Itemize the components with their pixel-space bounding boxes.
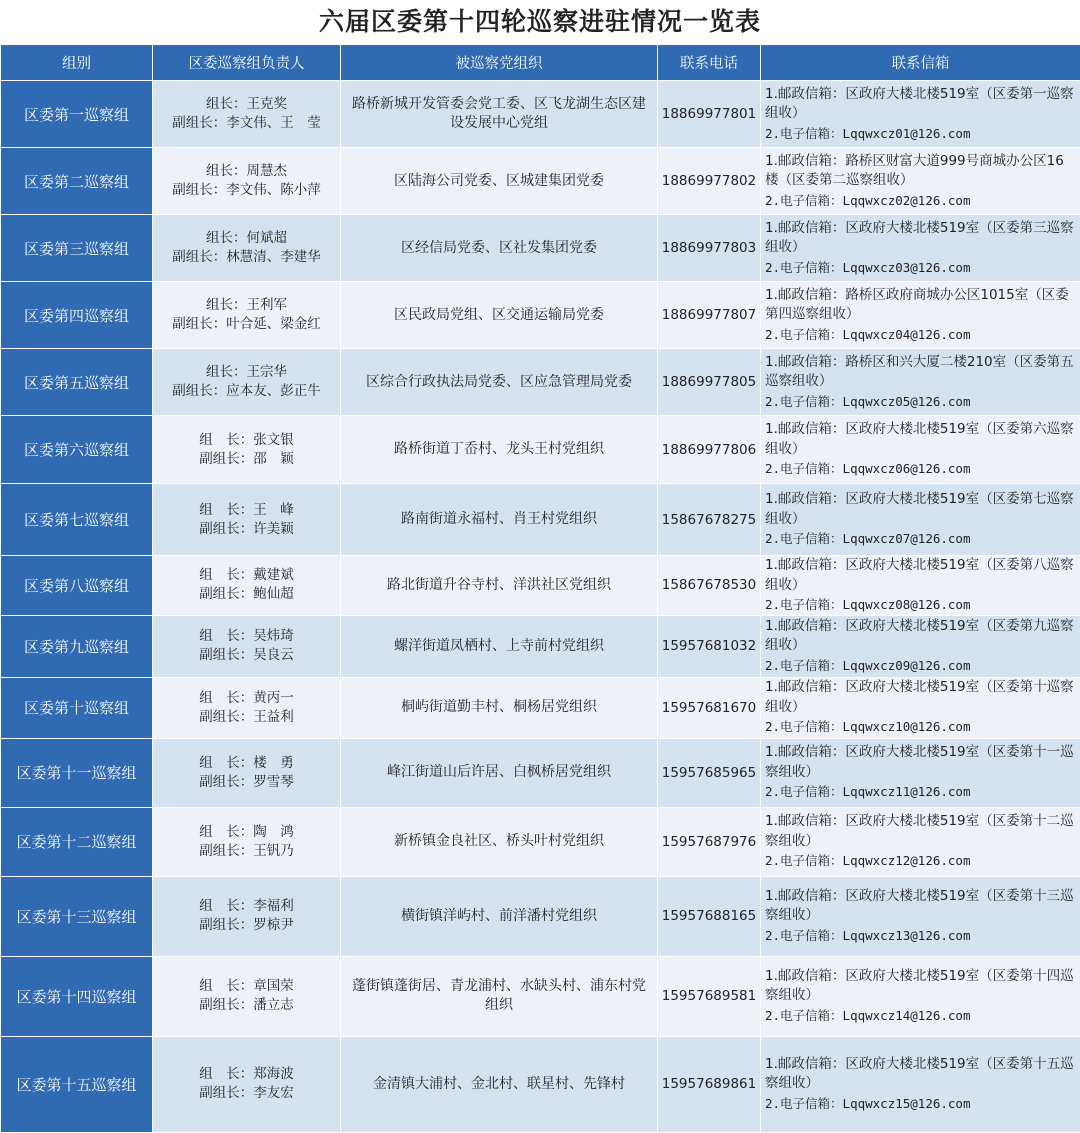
table-row (1, 807, 1080, 876)
header-org: 被巡察党组织 (341, 45, 658, 81)
email-address: 2.电子信箱：Lqqwxcz09@126.com (765, 656, 1076, 676)
mailbox-cell (761, 615, 1080, 677)
group-name-cell: 区委第六巡察组 (1, 416, 153, 484)
email-address: 2.电子信箱：Lqqwxcz13@126.com (765, 926, 1076, 946)
postal-mailbox: 1.邮政信箱：区政府大楼北楼519室（区委第八巡察组收） (765, 556, 1076, 595)
header-phone: 联系电话 (658, 45, 761, 81)
email-address: 2.电子信箱：Lqqwxcz10@126.com (765, 717, 1076, 737)
leader-cell (153, 484, 341, 556)
inspected-org-cell: 区民政局党组、区交通运输局党委 (341, 282, 658, 349)
group-name-cell: 区委第八巡察组 (1, 556, 153, 616)
table-row (1, 484, 1080, 556)
postal-mailbox: 1.邮政信箱：区政府大楼北楼519室（区委第十三巡察组收） (765, 887, 1076, 926)
postal-mailbox: 1.邮政信箱：区政府大楼北楼519室（区委第一巡察组收） (765, 85, 1076, 124)
inspected-org-cell: 蓬街镇蓬街居、青龙浦村、水缺头村、浦东村党组织 (341, 956, 658, 1036)
group-leader: 组长：周慧杰 (153, 162, 340, 181)
mailbox-cell (761, 738, 1080, 807)
postal-mailbox: 1.邮政信箱：区政府大楼北楼519室（区委第九巡察组收） (765, 617, 1076, 656)
group-leader: 组 长：章国荣 (153, 977, 340, 996)
postal-mailbox: 1.邮政信箱：路桥区财富大道999号商城办公区16楼（区委第二巡察组收） (765, 152, 1076, 191)
group-leader: 组 长：郑海波 (153, 1065, 340, 1084)
leader-cell (153, 148, 341, 215)
postal-mailbox: 1.邮政信箱：区政府大楼北楼519室（区委第十二巡察组收） (765, 812, 1076, 851)
mailbox-cell (761, 1036, 1080, 1132)
group-leader: 组 长：李福利 (153, 897, 340, 916)
email-address: 2.电子信箱：Lqqwxcz14@126.com (765, 1006, 1076, 1026)
phone-cell: 15957689581 (658, 956, 761, 1036)
mailbox-cell (761, 416, 1080, 484)
inspected-org-cell: 区综合行政执法局党委、区应急管理局党委 (341, 349, 658, 416)
deputy-leader: 副组长：王钒乃 (153, 842, 340, 861)
email-address: 2.电子信箱：Lqqwxcz03@126.com (765, 258, 1076, 278)
postal-mailbox: 1.邮政信箱：区政府大楼北楼519室（区委第十四巡察组收） (765, 967, 1076, 1006)
postal-mailbox: 1.邮政信箱：区政府大楼北楼519室（区委第七巡察组收） (765, 490, 1076, 529)
leader-cell (153, 956, 341, 1036)
phone-cell: 18869977801 (658, 81, 761, 148)
table-body (1, 81, 1080, 1133)
deputy-leader: 副组长：潘立志 (153, 996, 340, 1015)
deputy-leader: 副组长：罗雪琴 (153, 773, 340, 792)
inspection-table (0, 44, 1080, 1133)
deputy-leader: 副组长：许美颖 (153, 520, 340, 539)
group-leader: 组 长：吴炜琦 (153, 627, 340, 646)
group-name-cell: 区委第九巡察组 (1, 615, 153, 677)
table-row (1, 738, 1080, 807)
inspected-org-cell: 区陆海公司党委、区城建集团党委 (341, 148, 658, 215)
deputy-leader: 副组长：应本友、彭正牛 (153, 382, 340, 401)
group-name-cell: 区委第十三巡察组 (1, 876, 153, 956)
mailbox-cell (761, 81, 1080, 148)
email-address: 2.电子信箱：Lqqwxcz11@126.com (765, 782, 1076, 802)
deputy-leader: 副组长：鲍仙超 (153, 585, 340, 604)
mailbox-cell (761, 807, 1080, 876)
group-name-cell: 区委第十四巡察组 (1, 956, 153, 1036)
deputy-leader: 副组长：李友宏 (153, 1084, 340, 1103)
leader-cell (153, 349, 341, 416)
table-row (1, 876, 1080, 956)
table-row (1, 148, 1080, 215)
group-leader: 组长：王利军 (153, 296, 340, 315)
leader-cell (153, 738, 341, 807)
table-row (1, 282, 1080, 349)
group-name-cell: 区委第十巡察组 (1, 677, 153, 738)
leader-cell (153, 81, 341, 148)
postal-mailbox: 1.邮政信箱：路桥区政府商城办公区1015室（区委第四巡察组收） (765, 286, 1076, 325)
leader-cell (153, 876, 341, 956)
email-address: 2.电子信箱：Lqqwxcz08@126.com (765, 595, 1076, 615)
inspected-org-cell: 区经信局党委、区社发集团党委 (341, 215, 658, 282)
leader-cell (153, 556, 341, 616)
mailbox-cell (761, 349, 1080, 416)
mailbox-cell (761, 282, 1080, 349)
group-name-cell: 区委第五巡察组 (1, 349, 153, 416)
email-address: 2.电子信箱：Lqqwxcz02@126.com (765, 191, 1076, 211)
email-address: 2.电子信箱：Lqqwxcz15@126.com (765, 1094, 1076, 1114)
mailbox-cell (761, 484, 1080, 556)
deputy-leader: 副组长：李文伟、陈小萍 (153, 181, 340, 200)
inspected-org-cell: 路桥街道丁岙村、龙头王村党组织 (341, 416, 658, 484)
group-name-cell: 区委第十一巡察组 (1, 738, 153, 807)
phone-cell: 18869977803 (658, 215, 761, 282)
page-title: 六届区委第十四轮巡察进驻情况一览表 (0, 0, 1080, 44)
leader-cell (153, 615, 341, 677)
phone-cell: 15957687976 (658, 807, 761, 876)
group-name-cell: 区委第四巡察组 (1, 282, 153, 349)
group-leader: 组 长：黄丙一 (153, 689, 340, 708)
phone-cell: 15957681032 (658, 615, 761, 677)
table-row (1, 1036, 1080, 1132)
email-address: 2.电子信箱：Lqqwxcz04@126.com (765, 325, 1076, 345)
group-leader: 组长：王克奖 (153, 95, 340, 114)
mailbox-cell (761, 148, 1080, 215)
group-name-cell: 区委第七巡察组 (1, 484, 153, 556)
group-leader: 组 长：楼 勇 (153, 754, 340, 773)
email-address: 2.电子信箱：Lqqwxcz12@126.com (765, 851, 1076, 871)
deputy-leader: 副组长：王益利 (153, 708, 340, 727)
inspected-org-cell: 新桥镇金良社区、桥头叶村党组织 (341, 807, 658, 876)
leader-cell (153, 215, 341, 282)
inspected-org-cell: 峰江街道山后许居、白枫桥居党组织 (341, 738, 658, 807)
group-leader: 组长：王宗华 (153, 363, 340, 382)
phone-cell: 18869977806 (658, 416, 761, 484)
table-row (1, 615, 1080, 677)
header-leader: 区委巡察组负责人 (153, 45, 341, 81)
group-leader: 组 长：王 峰 (153, 501, 340, 520)
phone-cell: 18869977802 (658, 148, 761, 215)
postal-mailbox: 1.邮政信箱：区政府大楼北楼519室（区委第十五巡察组收） (765, 1055, 1076, 1094)
deputy-leader: 副组长：邵 颖 (153, 450, 340, 469)
deputy-leader: 副组长：罗椋尹 (153, 916, 340, 935)
inspected-org-cell: 桐屿街道勤丰村、桐杨居党组织 (341, 677, 658, 738)
inspected-org-cell: 螺洋街道凤栖村、上寺前村党组织 (341, 615, 658, 677)
group-leader: 组 长：张文银 (153, 431, 340, 450)
group-name-cell: 区委第三巡察组 (1, 215, 153, 282)
header-mailbox: 联系信箱 (761, 45, 1080, 81)
leader-cell (153, 807, 341, 876)
table-row (1, 81, 1080, 148)
postal-mailbox: 1.邮政信箱：区政府大楼北楼519室（区委第十一巡察组收） (765, 743, 1076, 782)
leader-cell (153, 677, 341, 738)
leader-cell (153, 416, 341, 484)
group-name-cell: 区委第二巡察组 (1, 148, 153, 215)
email-address: 2.电子信箱：Lqqwxcz07@126.com (765, 529, 1076, 549)
inspected-org-cell: 路北街道升谷寺村、洋洪社区党组织 (341, 556, 658, 616)
inspected-org-cell: 路桥新城开发管委会党工委、区飞龙湖生态区建设发展中心党组 (341, 81, 658, 148)
email-address: 2.电子信箱：Lqqwxcz06@126.com (765, 459, 1076, 479)
deputy-leader: 副组长：李文伟、王 莹 (153, 114, 340, 133)
phone-cell: 18869977805 (658, 349, 761, 416)
mailbox-cell (761, 556, 1080, 616)
phone-cell: 15957689861 (658, 1036, 761, 1132)
postal-mailbox: 1.邮政信箱：区政府大楼北楼519室（区委第六巡察组收） (765, 420, 1076, 459)
phone-cell: 15867678530 (658, 556, 761, 616)
phone-cell: 15867678275 (658, 484, 761, 556)
mailbox-cell (761, 215, 1080, 282)
phone-cell: 15957688165 (658, 876, 761, 956)
inspected-org-cell: 横街镇洋屿村、前洋潘村党组织 (341, 876, 658, 956)
mailbox-cell (761, 876, 1080, 956)
leader-cell (153, 1036, 341, 1132)
leader-cell (153, 282, 341, 349)
phone-cell: 18869977807 (658, 282, 761, 349)
header-group: 组别 (1, 45, 153, 81)
phone-cell: 15957685965 (658, 738, 761, 807)
inspected-org-cell: 路南街道永福村、肖王村党组织 (341, 484, 658, 556)
table-header-row (1, 45, 1080, 81)
phone-cell: 15957681670 (658, 677, 761, 738)
table-row (1, 416, 1080, 484)
deputy-leader: 副组长：叶合延、梁金红 (153, 315, 340, 334)
table-row (1, 556, 1080, 616)
group-leader: 组 长：陶 鸿 (153, 823, 340, 842)
group-leader: 组 长：戴建斌 (153, 566, 340, 585)
table-row (1, 677, 1080, 738)
postal-mailbox: 1.邮政信箱：区政府大楼北楼519室（区委第十巡察组收） (765, 678, 1076, 717)
postal-mailbox: 1.邮政信箱：路桥区和兴大厦二楼210室（区委第五巡察组收） (765, 353, 1076, 392)
mailbox-cell (761, 956, 1080, 1036)
postal-mailbox: 1.邮政信箱：区政府大楼北楼519室（区委第三巡察组收） (765, 219, 1076, 258)
group-name-cell: 区委第十二巡察组 (1, 807, 153, 876)
email-address: 2.电子信箱：Lqqwxcz05@126.com (765, 392, 1076, 412)
deputy-leader: 副组长：吴良云 (153, 646, 340, 665)
email-address: 2.电子信箱：Lqqwxcz01@126.com (765, 124, 1076, 144)
group-name-cell: 区委第一巡察组 (1, 81, 153, 148)
group-name-cell: 区委第十五巡察组 (1, 1036, 153, 1132)
table-row (1, 349, 1080, 416)
deputy-leader: 副组长：林慧清、李建华 (153, 248, 340, 267)
table-row (1, 215, 1080, 282)
table-row (1, 956, 1080, 1036)
mailbox-cell (761, 677, 1080, 738)
inspected-org-cell: 金清镇大浦村、金北村、联星村、先锋村 (341, 1036, 658, 1132)
group-leader: 组长：何斌超 (153, 229, 340, 248)
